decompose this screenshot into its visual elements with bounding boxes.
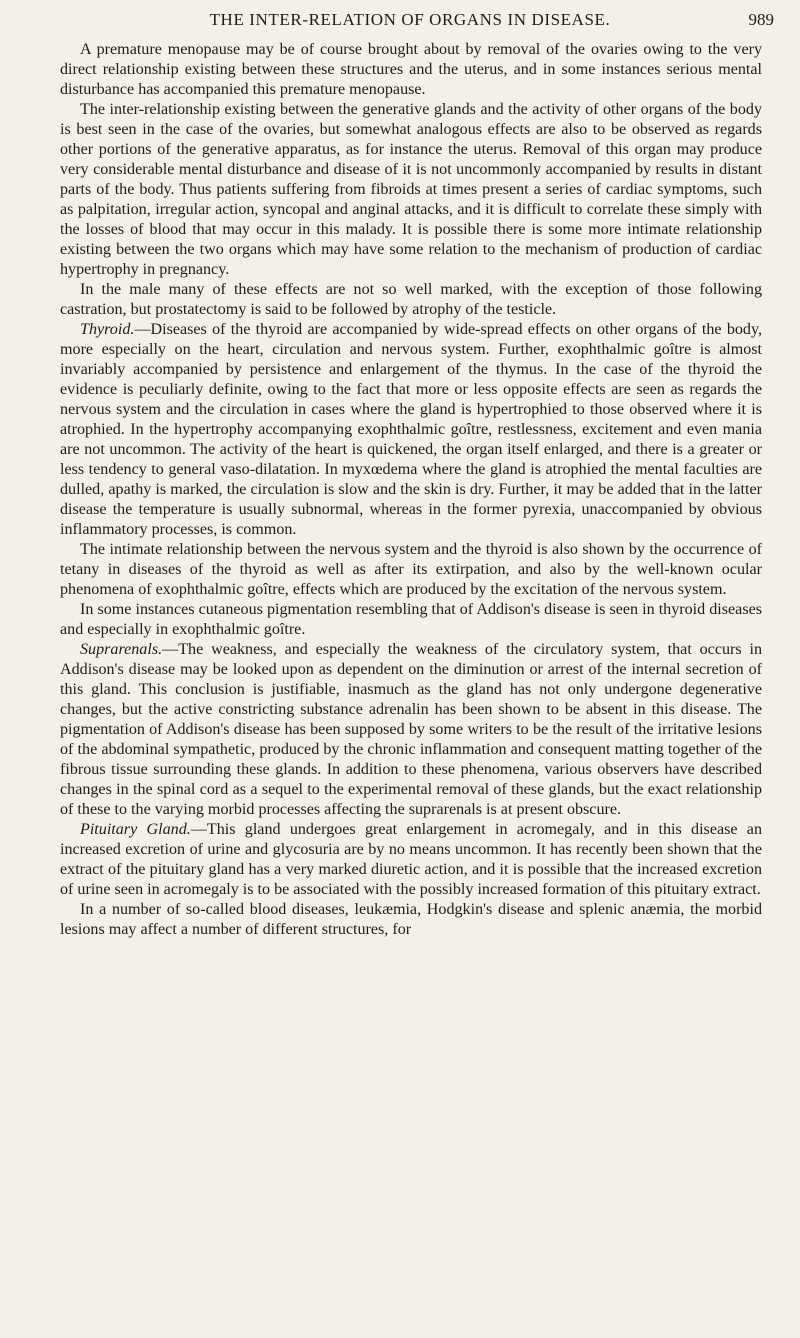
paragraph-generative-glands xyxy=(60,100,762,280)
paragraph-text: A premature menopause may be of course brought about by removal of the ovaries owing to the very direct relationship existing between these structures and the uterus, and in some instances serious mental disturbance has accompanied this premature menopause. xyxy=(60,41,762,98)
paragraph-text: —This gland undergoes great enlargement in acromegaly, and in this disease an increased excretion of urine and glycosuria are by no means uncommon. It has recently been shown that the extract of the pituitary gland has a very marked diuretic action, and it is possible that the increased excretion of urine seen in acromegaly is to be associated with the possibly increased formation of this pituitary extract. xyxy=(60,821,762,898)
running-title: THE INTER-RELATION OF ORGANS IN DISEASE. xyxy=(209,10,611,29)
paragraph-premature-menopause xyxy=(60,40,762,100)
section-heading: Pituitary Gland. xyxy=(80,821,191,838)
section-thyroid xyxy=(60,320,762,540)
section-pituitary xyxy=(60,820,762,900)
paragraph-blood-diseases xyxy=(60,900,762,940)
paragraph-text: —Diseases of the thyroid are accompanied by wide-spread effects on other organs of the body, more especially on the heart, circulation and nervous system. Further, exophthalmic goître is almost invariably accompanied by persistence and enlargement of the thymus. In the case of the thyroid the evidence is peculiarly definite, owing to the fact that more or less opposite effects are seen as regards the nervous system and the circulation in cases where the gland is hypertrophied to those observed where it is atrophied. In the hypertrophy accompanying exophthalmic goître, restlessness, excitement and even mania are not uncommon. The activity of the heart is quickened, the organ itself enlarged, and there is a greater or less tendency to general vaso-dilatation. In myxœdema where the gland is atrophied the mental faculties are dulled, apathy is marked, the circulation is slow and the skin is dry. Further, it may be added that in the latter disease the temperature is usually subnormal, whereas in the former pyrexia, unaccompanied by obvious inflammatory processes, is common. xyxy=(60,321,762,538)
paragraph-text: The inter-relationship existing between the generative glands and the activity of other organs of the body is best seen in the case of the ovaries, but somewhat analogous effects are also to be observed as regards other portions of the generative apparatus, as for instance the uterus. Removal of this organ may produce very considerable mental disturbance and disease of it is not uncommonly accompanied by results in distant parts of the body. Thus patients suffering from fibroids at times present a series of cardiac symptoms, such as palpitation, irregular action, syncopal and anginal attacks, and it is difficult to correlate these simply with the losses of blood that may occur in this malady. It is possible there is some more intimate relationship existing between the two organs which may have some relation to the mechanism of production of cardiac hypertrophy in pregnancy. xyxy=(60,101,762,278)
paragraph-text: —The weakness, and especially the weakness of the circulatory system, that occurs in Addison's disease may be looked upon as dependent on the diminution or arrest of the internal secretion of this gland. This conclusion is justifiable, inasmuch as the gland has not only undergone degenerative changes, but the active constricting substance adrenalin has been shown to be absent in this disease. The pigmentation of Addison's disease has been supposed by some writers to be the result of the irritative lesions of the abdominal sympathetic, produced by the chronic inflammation and consequent matting together of the fibrous tissue surrounding these glands. In addition to these phenomena, various observers have described changes in the spinal cord as a sequel to the experimental removal of these glands, but the exact relationship of these to the varying morbid processes affecting the suprarenals is at present obscure. xyxy=(60,641,762,818)
page-number: 989 xyxy=(748,10,774,29)
paragraph-text: In some instances cutaneous pigmentation resembling that of Addison's disease is seen in thyroid diseases and especially in exophthalmic goître. xyxy=(60,601,762,638)
section-heading: Thyroid. xyxy=(80,321,135,338)
paragraph-text: In a number of so-called blood diseases, leukæmia, Hodgkin's disease and splenic anæmia, the morbid lesions may affect a number of different structures, for xyxy=(60,901,762,938)
paragraph-text: In the male many of these effects are not so well marked, with the exception of those following castration, but prostatectomy is said to be followed by atrophy of the testicle. xyxy=(60,281,762,318)
paragraph-male xyxy=(60,280,762,320)
paragraph-text: The intimate relationship between the nervous system and the thyroid is also shown by the occurrence of tetany in diseases of the thyroid as well as after its extirpation, and also by the well-known ocular phenomena of exophthalmic goître, effects which are produced by the excitation of the nervous system. xyxy=(60,541,762,598)
page-header xyxy=(60,10,774,38)
section-heading: Suprarenals. xyxy=(80,641,163,658)
section-suprarenals xyxy=(60,640,762,820)
paragraph-pigmentation xyxy=(60,600,762,640)
body-text xyxy=(60,40,762,940)
paragraph-thyroid-nervous xyxy=(60,540,762,600)
